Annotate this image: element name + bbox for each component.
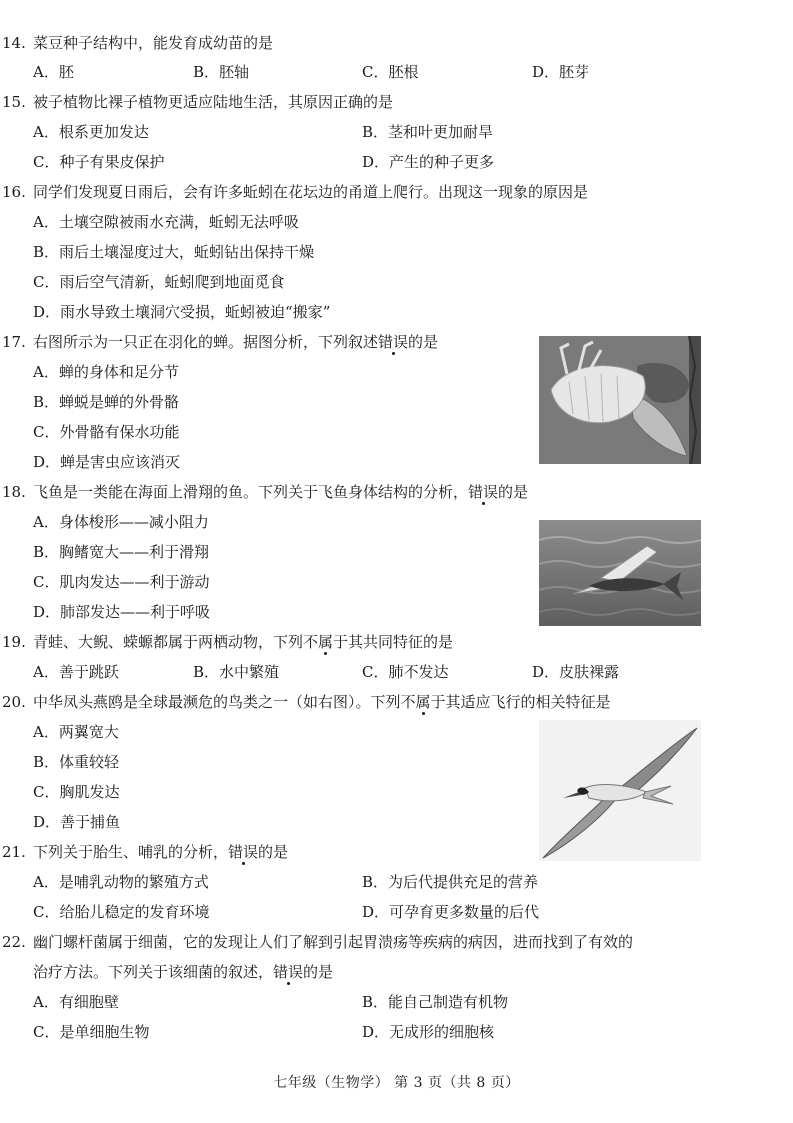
question-number: 20. (2, 693, 26, 711)
option-b: B．胚轴 (193, 63, 250, 81)
option-c: C．肌肉发达——利于游动 (33, 573, 210, 591)
option-d: D．胚芽 (532, 63, 590, 81)
question-stem-continued: 治疗方法。下列关于该细菌的叙述，错误的是 (33, 963, 334, 981)
cicada-illustration (539, 336, 701, 464)
option-b: B．雨后土壤湿度过大，蚯蚓钻出保持干燥 (33, 243, 315, 261)
option-c: C．是单细胞生物 (33, 1023, 150, 1041)
emphasis-word: 不属于 (303, 633, 349, 651)
option-d: D．肺部发达——利于呼吸 (33, 603, 211, 621)
question-number: 16. (2, 183, 26, 201)
option-b: B．能自己制造有机物 (362, 993, 509, 1011)
option-c: C．外骨骼有保水功能 (33, 423, 180, 441)
option-d: D．可孕育更多数量的后代 (362, 903, 540, 921)
option-c: C．胚根 (362, 63, 419, 81)
page-footer: 七年级（生物学） 第 3 页（共 8 页） (273, 1075, 520, 1091)
question-stem: 下列关于胎生、哺乳的分析，错误的是 (33, 843, 289, 861)
question-number: 18. (2, 483, 26, 501)
option-c: C．胸肌发达 (33, 783, 120, 801)
emphasis-word: 错误 (273, 963, 304, 981)
question-stem: 中华凤头燕鸥是全球最濒危的鸟类之一（如右图）。下列不属于其适应飞行的相关特征是 (33, 693, 611, 711)
option-a: A．有细胞壁 (33, 993, 119, 1011)
option-d: D．产生的种子更多 (362, 153, 495, 171)
option-d: D．无成形的细胞核 (362, 1023, 495, 1041)
option-d: D．雨水导致土壤洞穴受损，蚯蚓被迫“搬家” (33, 303, 331, 321)
question-stem: 菜豆种子结构中，能发育成幼苗的是 (33, 34, 274, 52)
question-number: 17. (2, 333, 26, 351)
cicada-photo (539, 336, 701, 464)
option-d: D．善于捕鱼 (33, 813, 121, 831)
option-a: A．善于跳跃 (33, 663, 119, 681)
question-number: 15. (2, 93, 26, 111)
flying-fish-photo (539, 520, 701, 626)
emphasis-word: 错误 (228, 843, 259, 861)
option-c: C．雨后空气清新，蚯蚓爬到地面觅食 (33, 273, 285, 291)
option-a: A．土壤空隙被雨水充满，蚯蚓无法呼吸 (33, 213, 299, 231)
option-c: C．肺不发达 (362, 663, 449, 681)
question-stem: 飞鱼是一类能在海面上滑翔的鱼。下列关于飞鱼身体结构的分析，错误的是 (33, 483, 529, 501)
question-stem: 同学们发现夏日雨后，会有许多蚯蚓在花坛边的甬道上爬行。出现这一现象的原因是 (33, 183, 589, 201)
question-number: 21. (2, 843, 26, 861)
option-b: B．茎和叶更加耐旱 (362, 123, 494, 141)
emphasis-word: 错误 (378, 333, 409, 351)
option-b: B．体重较轻 (33, 753, 120, 771)
emphasis-word: 不属于 (400, 693, 446, 711)
tern-photo (539, 720, 701, 861)
option-d: D．皮肤裸露 (532, 663, 620, 681)
question-number: 22. (2, 933, 26, 951)
option-b: B．为后代提供充足的营养 (362, 873, 539, 891)
question-stem: 青蛙、大鲵、蝾螈都属于两栖动物，下列不属于其共同特征的是 (33, 633, 454, 651)
option-a: A．两翼宽大 (33, 723, 119, 741)
option-c: C．种子有果皮保护 (33, 153, 165, 171)
option-a: A．身体梭形——减小阻力 (33, 513, 209, 531)
option-b: B．水中繁殖 (193, 663, 280, 681)
question-number: 14. (2, 34, 26, 52)
option-b: B．胸鳍宽大——利于滑翔 (33, 543, 210, 561)
option-a: A．根系更加发达 (33, 123, 149, 141)
option-c: C．给胎儿稳定的发育环境 (33, 903, 210, 921)
question-stem: 幽门螺杆菌属于细菌，它的发现让人们了解到引起胃溃疡等疾病的病因，进而找到了有效的 (33, 933, 634, 951)
option-a: A．蝉的身体和足分节 (33, 363, 179, 381)
option-b: B．蝉蜕是蝉的外骨骼 (33, 393, 180, 411)
question-stem: 右图所示为一只正在羽化的蝉。据图分析，下列叙述错误的是 (33, 333, 439, 351)
option-d: D．蝉是害虫应该消灭 (33, 453, 181, 471)
emphasis-word: 错误 (468, 483, 499, 501)
option-a: A．胚 (33, 63, 74, 81)
question-stem: 被子植物比裸子植物更适应陆地生活，其原因正确的是 (33, 93, 394, 111)
flying-fish-illustration (539, 520, 701, 626)
question-number: 19. (2, 633, 26, 651)
tern-illustration (539, 720, 701, 861)
option-a: A．是哺乳动物的繁殖方式 (33, 873, 209, 891)
